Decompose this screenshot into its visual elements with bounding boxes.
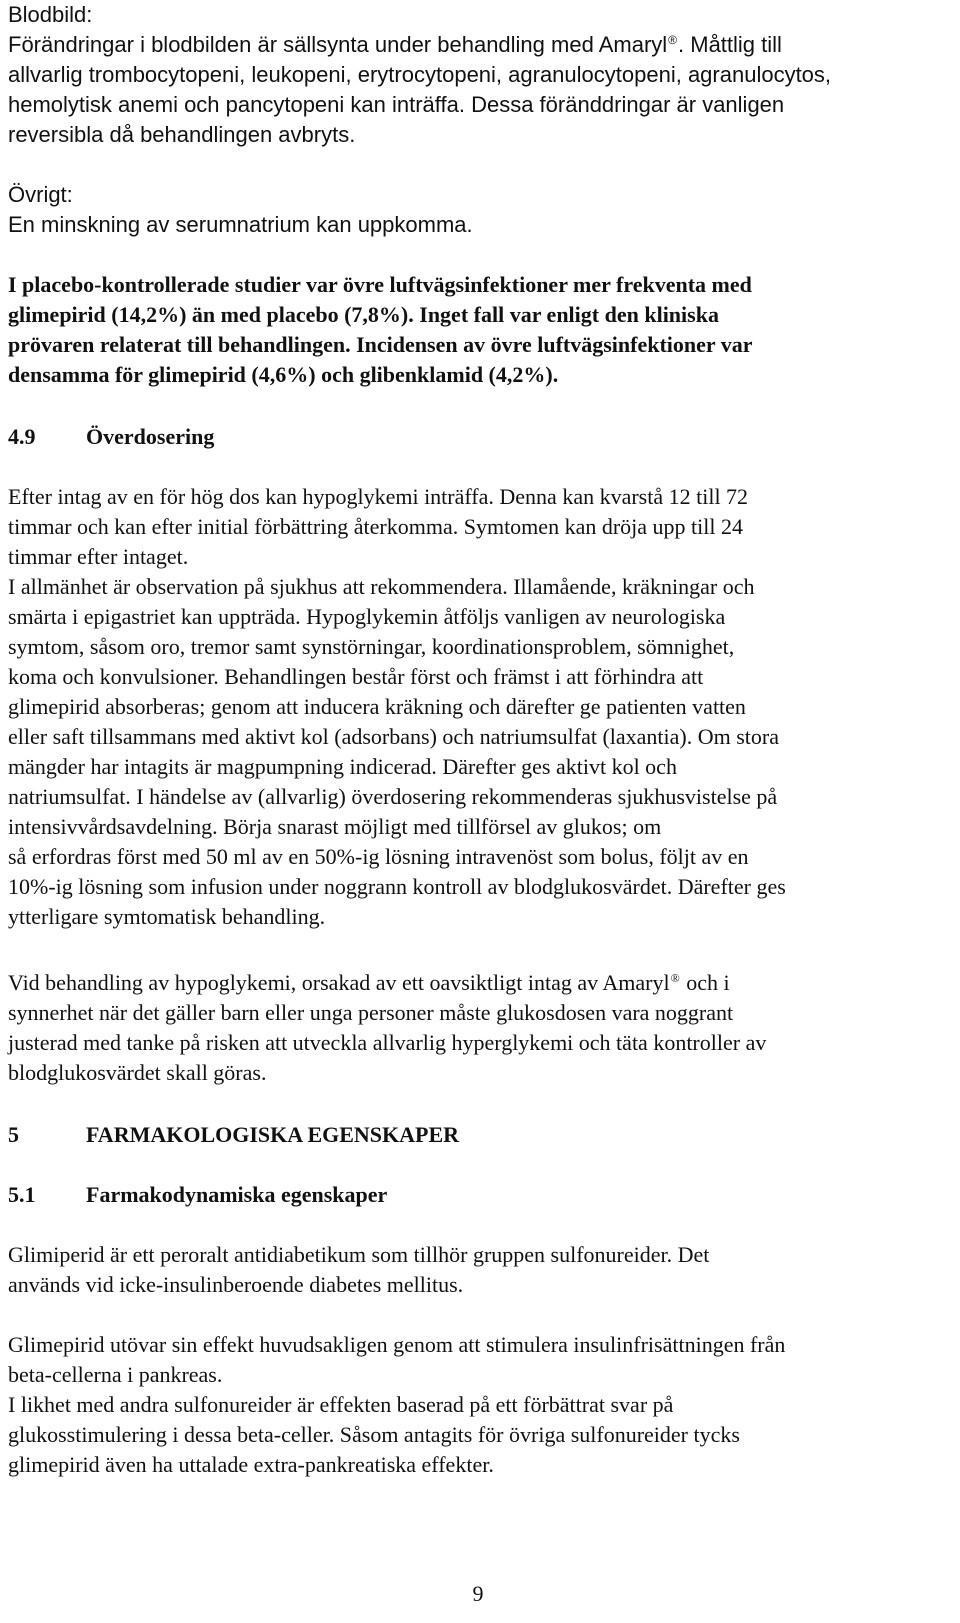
overdose-line: natriumsulfat. I händelse av (allvarlig) överdosering rekommenderas sjukhusvistelse på <box>8 784 778 809</box>
placebo-paragraph <box>8 270 753 390</box>
section-5-number: 5 <box>8 1122 19 1147</box>
blodbild-paragraph <box>8 0 831 150</box>
hypoglycemia-line-1-tail: och i <box>680 970 730 995</box>
overdose-line: ytterligare symtomatisk behandling. <box>8 904 326 929</box>
blodbild-line-1-text: Förändringar i blodbilden är sällsynta under behandling med Amaryl <box>8 32 668 57</box>
placebo-line-2: glimepirid (14,2%) än med placebo (7,8%). Inget fall var enligt den kliniska <box>8 302 719 327</box>
section-5-1-title: Farmakodynamiska egenskaper <box>86 1182 388 1207</box>
pharmacodynamics-line: glukosstimulering i dessa beta-celler. Såsom antagits för övriga sulfonureider tycks <box>8 1422 740 1447</box>
ovrigt-line-1: En minskning av serumnatrium kan uppkomma. <box>8 212 473 237</box>
blodbild-line-3: hemolytisk anemi och pancytopeni kan inträffa. Dessa föränddringar är vanligen <box>8 92 785 117</box>
hypoglycemia-line: synnerhet när det gäller barn eller unga personer måste glukosdosen vara noggrant <box>8 1000 734 1025</box>
hypoglycemia-line: blodglukosvärdet skall göras. <box>8 1060 267 1085</box>
overdose-line: Efter intag av en för hög dos kan hypoglykemi inträffa. Denna kan kvarstå 12 till 72 <box>8 484 749 509</box>
blodbild-line-1-tail: . Måttlig till <box>678 32 782 57</box>
section-5-1-number: 5.1 <box>8 1182 36 1207</box>
ovrigt-paragraph <box>8 180 473 240</box>
pharmacodynamics-paragraph-2 <box>8 1330 785 1480</box>
ovrigt-heading: Övrigt: <box>8 182 73 207</box>
overdose-line: I allmänhet är observation på sjukhus att rekommendera. Illamående, kräkningar och <box>8 574 755 599</box>
placebo-line-1: I placebo-kontrollerade studier var övre luftvägsinfektioner mer frekventa med <box>8 272 752 297</box>
registered-mark-icon: ® <box>670 970 680 985</box>
pharmacodynamics-line: Glimepirid utövar sin effekt huvudsakligen genom att stimulera insulinfrisättningen från <box>8 1332 786 1357</box>
overdose-line: symtom, såsom oro, tremor samt synstörningar, koordinationsproblem, sömnighet, <box>8 634 735 659</box>
blodbild-heading: Blodbild: <box>8 2 93 27</box>
pharmacodynamics-line: glimepirid även ha uttalade extra-pankreatiska effekter. <box>8 1452 494 1477</box>
overdose-line: så erfordras först med 50 ml av en 50%-ig lösning intravenöst som bolus, följt av en <box>8 844 749 869</box>
page-number: 9 <box>472 1581 484 1606</box>
pharmacodynamics-line: Glimiperid är ett peroralt antidiabetikum som tillhör gruppen sulfonureider. Det <box>8 1242 710 1267</box>
section-4-9-title: Överdosering <box>86 424 215 449</box>
hypoglycemia-line-1 <box>8 968 766 998</box>
section-5-1-heading <box>8 1180 387 1210</box>
blodbild-line-2: allvarlig trombocytopeni, leukopeni, erytrocytopeni, agranulocytopeni, agranulocytos, <box>8 62 832 87</box>
section-4-9-number: 4.9 <box>8 424 36 449</box>
overdose-line: intensivvårdsavdelning. Börja snarast möjligt med tillförsel av glukos; om <box>8 814 662 839</box>
hypoglycemia-line: justerad med tanke på risken att utveckla allvarlig hyperglykemi och täta kontroller av <box>8 1030 767 1055</box>
overdose-line: mängder har intagits är magpumpning indicerad. Därefter ges aktivt kol och <box>8 754 677 779</box>
pharmacodynamics-paragraph-1 <box>8 1240 709 1300</box>
blodbild-line-4: reversibla då behandlingen avbryts. <box>8 122 356 147</box>
blodbild-line-1 <box>8 30 831 60</box>
overdose-line: glimepirid absorberas; genom att inducera kräkning och därefter ge patienten vatten <box>8 694 746 719</box>
registered-mark-icon: ® <box>668 32 678 47</box>
overdose-line: smärta i epigastriet kan uppträda. Hypoglykemin åtföljs vanligen av neurologiska <box>8 604 726 629</box>
pharmacodynamics-line: beta-cellerna i pankreas. <box>8 1362 223 1387</box>
overdose-line: timmar och kan efter initial förbättring återkomma. Symtomen kan dröja upp till 24 <box>8 514 743 539</box>
section-5-heading <box>8 1120 459 1150</box>
section-5-title: FARMAKOLOGISKA EGENSKAPER <box>86 1122 460 1147</box>
hypoglycemia-line-1-text: Vid behandling av hypoglykemi, orsakad av ett oavsiktligt intag av Amaryl <box>8 970 670 995</box>
overdose-line: eller saft tillsammans med aktivt kol (adsorbans) och natriumsulfat (laxantia). Om stora <box>8 724 780 749</box>
overdose-line: 10%-ig lösning som infusion under noggrann kontroll av blodglukosvärdet. Därefter ges <box>8 874 786 899</box>
placebo-line-4: densamma för glimepirid (4,6%) och glibenklamid (4,2%). <box>8 362 559 387</box>
pharmacodynamics-line: används vid icke-insulinberoende diabetes mellitus. <box>8 1272 464 1297</box>
placebo-line-3: prövaren relaterat till behandlingen. Incidensen av övre luftvägsinfektioner var <box>8 332 753 357</box>
pharmacodynamics-line: I likhet med andra sulfonureider är effekten baserad på ett förbättrat svar på <box>8 1392 674 1417</box>
section-4-9-heading <box>8 422 214 452</box>
overdose-line: koma och konvulsioner. Behandlingen består först och främst i att förhindra att <box>8 664 704 689</box>
overdose-line: timmar efter intaget. <box>8 544 189 569</box>
overdose-paragraph <box>8 482 786 932</box>
hypoglycemia-paragraph <box>8 968 766 1088</box>
